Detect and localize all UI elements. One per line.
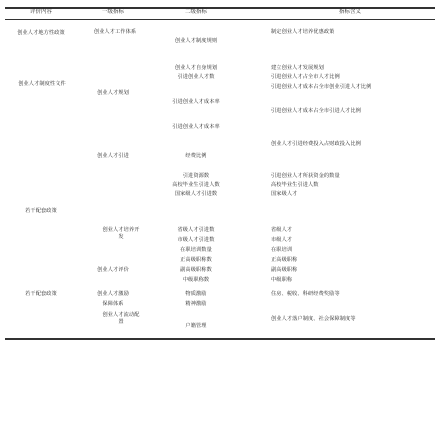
level2-funding: 经费比例: [185, 153, 207, 159]
header-content: 评价内容: [30, 9, 52, 15]
level2-associate: 副高级职称数: [180, 267, 212, 273]
meaning-2a: 建立创业人才发展规划: [271, 65, 324, 71]
meaning-1: 制定创业人才培养优惠政策: [271, 29, 335, 35]
level1-evaluation: 创业人才评价: [97, 267, 129, 273]
meaning-7a: 省级人才: [271, 227, 293, 233]
level1-planning: 创业人才规划: [97, 90, 129, 96]
header-level1: 一级指标: [102, 9, 124, 15]
header-meaning: 指标含义: [339, 9, 361, 15]
content-supporting-2: 若干配套政策: [25, 291, 57, 297]
meaning-3: 引进创业人才成本占全市创业引进人才比例: [271, 84, 372, 90]
level2-material: 物质激励: [185, 291, 207, 297]
level2-training-count: 在职培训数量: [180, 247, 212, 253]
meaning-2b: 引进创业人才占全市人才比例: [271, 74, 340, 80]
level2-resources: 引进资源数: [182, 173, 210, 179]
meaning-8c: 中级职称: [271, 277, 293, 283]
level2-intro-count: 引进创业人才数: [177, 74, 215, 80]
level2-senior: 正高级职称数: [180, 257, 212, 263]
meaning-6c: 国家级人才: [271, 191, 298, 197]
header-level2: 二级指标: [185, 9, 207, 15]
content-policy: 创业人才地方性政策: [17, 30, 65, 36]
content-documents: 创业人才制度性文件: [18, 81, 66, 87]
level2-cost-rate-1: 引进创业人才成本率: [172, 99, 220, 105]
level2-self-planning: 创业人才自身规划: [174, 65, 218, 71]
meaning-8a: 正高级职称: [271, 257, 298, 263]
level2-municipal: 市级人才引进数: [177, 237, 215, 243]
level2-national: 国家级人才引进数: [174, 191, 218, 197]
level1-system: 创业人才工作体系: [93, 29, 137, 35]
bottom-rule: [5, 338, 435, 340]
content-supporting-1: 若干配套政策: [25, 208, 57, 214]
meaning-8b: 副高级职称: [271, 267, 298, 273]
meaning-7c: 在职培训: [271, 247, 293, 253]
level2-intermediate: 中级职称数: [182, 277, 210, 283]
meaning-7b: 市级人才: [271, 237, 293, 243]
level2-graduates: 高校毕业生引进人数: [172, 182, 220, 188]
level2-rules: 创业人才制度规则: [174, 38, 218, 44]
level1-incentive: 创业人才激励: [97, 291, 129, 297]
level2-cost-rate-2: 引进创业人才成本率: [172, 124, 220, 130]
level1-introduction: 创业人才引进: [97, 153, 129, 159]
meaning-9: 住房、税收、科研经费奖励等: [271, 291, 340, 297]
meaning-10: 创业人才落户制度、社会保障制度等: [271, 316, 356, 322]
header-rule: [5, 19, 435, 20]
level2-spiritual: 精神激励: [185, 301, 207, 307]
meaning-5: 创业人才引进经费投入占财政投入比例: [271, 141, 361, 147]
level2-household: 户籍管理: [185, 323, 207, 329]
meaning-6a: 引进创业人才所获资金的数量: [271, 173, 340, 179]
level1-guarantee: 保障体系: [102, 301, 124, 307]
meaning-4: 引进创业人才成本占全市引进人才比例: [271, 108, 361, 114]
level1-training: 创业人才培养开发: [102, 227, 140, 240]
meaning-6b: 高校毕业生引进人数: [271, 182, 319, 188]
level1-flow: 创业人才流动配置: [102, 312, 140, 325]
level2-provincial: 省级人才引进数: [177, 227, 215, 233]
